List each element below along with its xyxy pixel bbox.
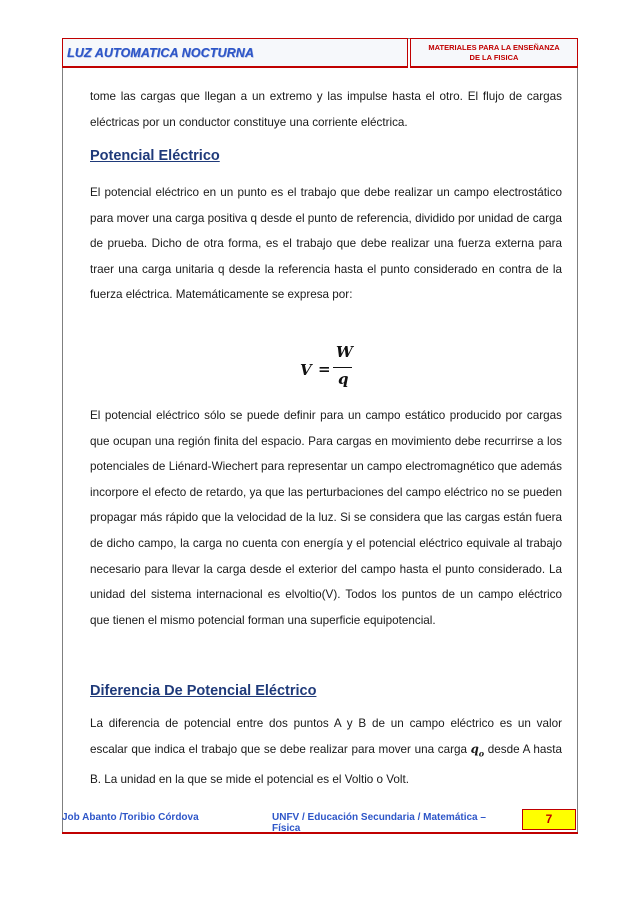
diferencia-text-end: desde A hasta B. La unidad en la que se mide el potencial es el Voltio o Volt. [90,742,562,786]
document-title: LUZ AUTOMATICA NOCTURNA [67,46,254,60]
potential-formula [300,343,380,393]
footer-authors: Job Abanto /Toribio Córdova [62,812,199,823]
formula-equals: = [318,360,331,378]
footer-institution: UNFV / Educación Secundaria / Matemática – Física [272,812,486,834]
header-title-box [62,38,408,68]
formula-lhs: V [300,361,312,379]
header-subtitle-box [410,38,578,68]
charge-symbol-letter: q [470,741,479,756]
formula-fraction-bar [333,367,352,368]
intro-paragraph: tome las cargas que llegan a un extremo y las impulse hasta el otro. El flujo de cargas eléctricas por un conductor constituye una corriente eléctrica. [90,90,562,129]
paragraph-potencial-definition: El potencial eléctrico en un punto es el trabajo que debe realizar un campo electrostático para mover una carga positiva q desde el punto de referencia, dividido por unidad de carga de prueba. Dicho de otra forma, es el trabajo que debe realizar una fuerza externa para traer una carga unitaria q desde la referencia hasta el punto considerado en contra de la fuerza eléctrica. Matemáticamente se expresa por: [90,186,562,302]
section-heading-diferencia: Diferencia De Potencial Eléctrico [90,683,317,699]
section-heading-potencial: Potencial Eléctrico [90,148,220,164]
header-subtitle-line1: MATERIALES PARA LA ENSEÑANZA [428,43,560,52]
charge-symbol-subscript: o [478,747,485,758]
paragraph-potencial-details: El potencial eléctrico sólo se puede definir para un campo estático producido por cargas que ocupan una región finita del espacio. Para cargas en movimiento debe recurrirse a los potenciales de Liénard-Wiechert para representar un campo electromagnético que además incorpore el efecto de retardo, ya que las perturbaciones del campo eléctrico no se pueden propagar más rápido que la velocidad de la luz. Si se considera que las cargas están fuera de dicho campo, la carga no cuenta con energía y el potencial eléctrico equivale al trabajo necesario para llevar la carga desde el exterior del campo hasta el punto considerado. La unidad del sistema internacional es elvoltio(V). Todos los puntos de un campo eléctrico que tienen el mismo potencial forman una superficie equipotencial. [90,409,562,627]
charge-symbol [471,742,485,756]
page-number-badge: 7 [522,809,576,830]
formula-denominator: q [338,370,349,388]
paragraph-diferencia [90,711,562,792]
header-subtitle-line2: DE LA FISICA [469,53,519,62]
footer-rule [62,832,578,834]
formula-numerator: W [336,343,353,361]
diferencia-text-start: La diferencia de potencial entre dos puntos A y B de un campo eléctrico es un valor escalar que indica el trabajo que se debe realizar para mover una carga [90,717,562,756]
